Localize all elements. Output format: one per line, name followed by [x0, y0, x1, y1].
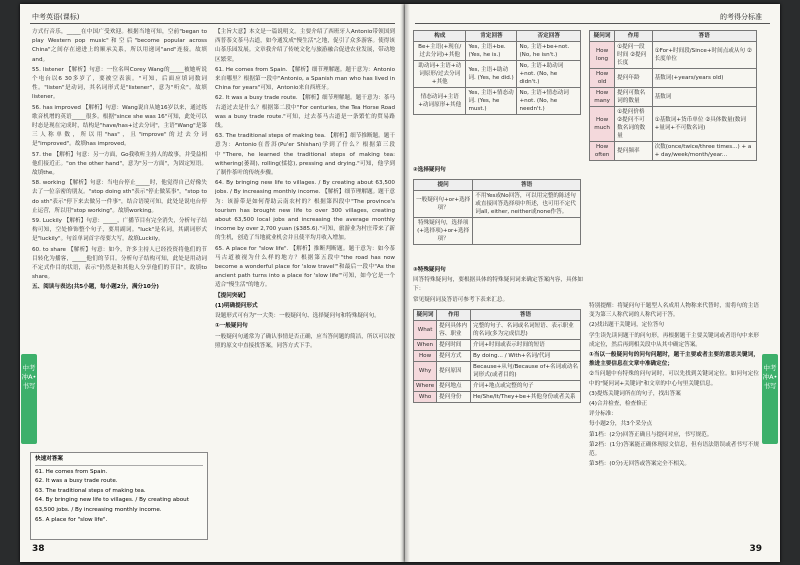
table-cell: 提问原因	[437, 362, 471, 381]
how-question-table	[589, 30, 757, 161]
table-cell: Be+主语(+现在/过去分词)+其他	[414, 42, 466, 61]
special-question-table	[413, 309, 581, 403]
table-cell: 提问时间	[437, 340, 471, 351]
table-cell: No, 主语+be+not. (No, he isn't.)	[517, 42, 581, 61]
table-cell: No, 主语+情态动词+not. (No, he needn't.)	[517, 88, 581, 115]
table-row	[414, 362, 581, 381]
text-paragraph: (2)找出题干关键词，定位答句	[589, 322, 665, 329]
table-cell: How long	[590, 42, 615, 69]
table-cell: He/She/It/They+be+其他身份或者关系	[471, 392, 581, 403]
text-paragraph: 60. to share 【解析】句意：如今，许多主持人已经投资将他们的节目转化为播客，_____他们的节目。分析句子结构可知，此处是用动词不定式作目的状语，表示"仍然是和其他人分享他们的节目"。故填to share。	[32, 246, 207, 281]
table-cell: What	[414, 321, 437, 340]
table-row	[414, 218, 581, 245]
table-cell: ①提问价格 ②提问不可数名词的数量	[615, 107, 652, 142]
table-cell: 提问地点	[437, 381, 471, 392]
table-row	[414, 321, 581, 340]
table-cell: ①提问一段时间 ②提问长度	[615, 42, 652, 69]
table-header-cell: 否定回答	[517, 31, 581, 42]
quick-answer-list	[35, 468, 203, 526]
quick-answer-box	[30, 452, 208, 540]
text-paragraph: 64. By bringing new life to villages. / By creating about 63,500 jobs. / By increasing monthly income. 【解析】细节理解题。题干意为：该游带是如何帮助云南农村的？根据第四段中"The province's tourism has brought new life to over 300 villages, creating about 63,500 local jobs and increasing the average monthly income by over 2,700 yuan ($385.6)."可知，旅游业为村庄带来了新的生机，创造了当地就业机会并且使平均月收入增加。	[215, 180, 395, 242]
answer-item: 63. The traditional steps of making tea.	[35, 487, 146, 494]
left-column-2	[215, 28, 395, 548]
left-header: 中考英语(课标)	[32, 13, 80, 21]
table-header-cell: 肯定回答	[466, 31, 517, 42]
table-row	[414, 392, 581, 403]
text-paragraph: ①一般疑问句	[215, 323, 248, 330]
table-cell: 助动词+主语+动词原形/过去分词+其他	[414, 61, 466, 88]
table-row	[414, 381, 581, 392]
table-cell: How often	[590, 142, 615, 161]
table-row	[590, 42, 757, 69]
side-tab-right: 中考冲A•书写	[762, 354, 778, 444]
general-question-table	[413, 30, 581, 115]
table-row	[590, 142, 757, 161]
table-cell: Yes, 主语+情态动词. (Yes, he must.)	[466, 88, 517, 115]
table-header-cell: 疑问词	[590, 31, 615, 42]
table-cell: How old	[590, 69, 615, 88]
text-paragraph: 57. the 【解析】句意：另一方面，Go我收听主持人的故事，并受益相他们接近正。"on the other hand"，意为"另一方面"，为固定短语。故填the。	[32, 151, 207, 177]
table-cell: 基数词(+years/years old)	[652, 69, 756, 88]
table-cell: How many	[590, 88, 615, 107]
text-paragraph: 59. Luckily 【解析】句意：_____，广播节目有完全消失，分析句子结构可知，空处修饰整个句子，要用副词。"luck"是名词，其副词形式是"luckily"。句首单词首字母要大写。故填Luckily。	[32, 218, 207, 243]
text-paragraph: 第3档：(0分)无回答或答案完全不相关。	[589, 461, 690, 468]
table-cell: 基数词	[652, 88, 756, 107]
table-cell: Why	[414, 362, 437, 381]
table-header-cell: 提问	[414, 180, 473, 191]
table-header-cell: 答语	[471, 310, 581, 321]
table-cell: 情态动词+主语+动词原形+其他	[414, 88, 466, 115]
table-header-cell: 答语	[652, 31, 756, 42]
text-paragraph: 56. has improved 【解析】句意：Wang说自从她16岁以来，通过练歌音机增的英语_____很多。根据"since she was 16"可知，此处可以时态是现在完成时，结构是"have/has+过去分词"，主语"Wang"是第三人称单数，所以用"has"，且"improve"的过去分词是"improved"。故填has improved。	[32, 104, 207, 148]
left-column-1	[32, 28, 207, 448]
table-cell: 提问可数名词的数量	[615, 88, 652, 107]
header-rule-right	[415, 23, 770, 24]
right-header: 的考得分标准	[720, 13, 762, 21]
right-page	[405, 4, 780, 562]
table-cell: 提问年龄	[615, 69, 652, 88]
table-header-cell: 作用	[615, 31, 652, 42]
answer-notes	[589, 302, 759, 552]
text-paragraph: 特别提醒：将疑问句干题型人名成用人物称来代替时，需将句的主语变为第三人称代词的人称代词干答。	[589, 303, 759, 319]
page-number-left: 38	[32, 544, 45, 554]
table-cell: Because+从句/Because of+名词或动名词形式(或者目的)	[471, 362, 581, 381]
table-cell: How much	[590, 107, 615, 142]
table-row	[590, 107, 757, 142]
text-paragraph: 设题形式可有为"一大类：一般疑问句、选择疑问句和特殊疑问句。	[215, 313, 380, 320]
text-paragraph: 方式行音乐，_____在中国广受欢迎。根据当地可知，空前"began to play Western pop music"和空后"become popular across China"之间存在递进上的顺承关系，所以用递词"and"连接。故填and。	[32, 29, 207, 63]
page-number-right: 39	[749, 544, 762, 554]
table-cell: 提问身份	[437, 392, 471, 403]
left-page	[20, 4, 405, 562]
table-cell: Where	[414, 381, 437, 392]
table-cell: 不用Yes或No回答，可以用完整的陈述句或直接回答选择项中所述，也可用不定代词all, either, neither或none作答。	[473, 191, 581, 218]
table-cell: 完整的句子、名词或名词短语、表示职业的名词(多为完成信思)	[471, 321, 581, 340]
table-row	[590, 88, 757, 107]
table-header-cell: 作用	[437, 310, 471, 321]
table-header-cell: 疑问词	[414, 310, 437, 321]
text-paragraph: 一般疑问句通常为了确认事情是否正确，应当答问题的简洁，所以可以按照的原文中直接找答案，同答方式下手。	[215, 333, 395, 349]
quick-answer-title: 快速对答案	[35, 455, 203, 466]
text-paragraph: 第2档：(1分)答案能正确体现原文信息，但有语法错误或者书写不规范。	[589, 441, 759, 458]
choice-question-title: ②选择疑问句	[413, 167, 446, 173]
table-cell: 介词+地点或完整的句子	[471, 381, 581, 392]
table-cell: When	[414, 340, 437, 351]
text-paragraph: 58. working 【解析】句意：当电台停止_____时，他觉得自己好像失去了一位亲密的朋友。"stop doing sth"表示"停止做某事"，"stop to do sth"表示"停下来去做另一件事"，结合语境可知，此处是说电台停止运营，所以用"stop working"。故填working。	[32, 180, 207, 214]
table-row	[414, 351, 581, 362]
text-paragraph: 评分标准：	[589, 411, 617, 418]
text-paragraph: ②当问题中有特殊的问句词时，可以先找到关键词定位。如问句定位中的"疑问词+关键词"和文章的中心句里关键信息。	[589, 371, 759, 387]
table-cell: ①基数词+货币单位 ②具体数量(数词+量词+不可数名词)	[652, 107, 756, 142]
table-cell: 次数(once/twice/three times...) + a + day/week/month/year...	[652, 142, 756, 161]
answer-item: 62. It was a busy trade route.	[35, 478, 118, 485]
table-row	[414, 61, 581, 88]
text-paragraph: 每小题2分，共3个采分点	[589, 421, 653, 428]
table-header-cell: 答语	[473, 180, 581, 191]
table-row	[414, 191, 581, 218]
table-cell: Yes, 主语+助动词. (Yes, he did.)	[466, 61, 517, 88]
text-paragraph: (4)合并检查，检查修正	[589, 401, 648, 408]
text-paragraph: ①当以一般疑问句的问句问题时，题干主要或者主要的意思关键词，推进主要信息在文章中准确定位；	[589, 352, 759, 368]
special-question-intro: ③特殊疑问句 回答特殊疑问句，要根据具体的特殊疑问词来确定答案内容，具体如下： 常见疑问词及答语可参考下表来汇总。	[413, 267, 583, 303]
text-paragraph: 【主旨大意】本文是一篇说明文。主要介绍了西班牙人Antonio带领国到西普茶文茶马古道，如今通发成"慢生活"之地，促引了众多游客。使得该山茶乐园发展。文章我介绍了传统文化与旅游融合促进农业发展，带动地区繁荣。	[215, 29, 395, 63]
table-row	[414, 42, 581, 61]
text-paragraph: 55. listener 【解析】句意：一位名叫Corey Wang的_____被她听说个电台以6 30多岁了，要被空表演。"可知，后面应填词数词性。"listen"是动词，其名词形式是"listener"，意为"听众"。故填listener。	[32, 66, 207, 101]
answer-item: 61. He comes from Spain.	[35, 468, 108, 475]
text-paragraph: 63. The traditional steps of making tea. 【解析】细节推断题。题干意为：Antonio在普洱(Pu'er Shishan)学到了什么？根据第三段中"There, he learned the traditional steps of making tea: withering(萎凋), rolling(揉捻), pressing and drying."可知，他学到了制作茶叶的传统步骤。	[215, 133, 395, 177]
text-paragraph: 61. He comes from Spain. 【解析】细节理解题。题干意为：Antonio来自哪里？根据第一段中"Antonio, a Spanish man who has lived in China for years"可知，Antonio来自西班牙。	[215, 66, 395, 92]
table-cell: No, 主语+助动词+not. (No, he didn't.)	[517, 61, 581, 88]
text-paragraph: 学生读先读问题干的问句形，再根据题干主要关键词或者语句中来形成定位，然后再到相关段中从其中确定答案。	[589, 332, 759, 348]
text-paragraph: (1)明确提问形式	[215, 302, 258, 309]
header-rule	[30, 23, 395, 24]
table-cell: Yes, 主语+be. (Yes, he is.)	[466, 42, 517, 61]
table-cell: How	[414, 351, 437, 362]
table-cell: 提问频率	[615, 142, 652, 161]
text-paragraph: 【提问突破】	[215, 292, 249, 299]
table-cell: 介词+时间或表示时间的短语	[471, 340, 581, 351]
text-paragraph: 第1档：(2分)回答正确且与提问对应，书写规范。	[589, 431, 713, 438]
text-paragraph: 65. A place for "slow life". 【解析】推断判断题。题干意为：如今茶马古道被视为什么样的地方？根据第五段中"the road has now become a wonderful place for 'slow travel'"和最后一段中"As the ancient path turns into a place for 'slow life'"可知，如今它是一个适合"慢生活"的地方。	[215, 245, 395, 289]
table-cell: 一般疑问句+or+选择项？	[414, 191, 473, 218]
table-row	[414, 340, 581, 351]
answer-item: 64. By bringing new life to villages. / By creating about 63,500 jobs. / By increasing monthly income.	[35, 497, 189, 513]
text-paragraph: 五、阅读与表达(共5小题，每小题2分，满分10分)	[32, 284, 159, 291]
table-cell	[473, 218, 581, 245]
book-gutter	[400, 4, 410, 562]
text-paragraph: (3)提炼关键词所在的句子，找出答案	[589, 390, 681, 397]
table-cell: By doing... / With+名词/代词	[471, 351, 581, 362]
table-cell: 提问具体内容、职业	[437, 321, 471, 340]
choice-question-table	[413, 179, 581, 245]
table-row	[590, 69, 757, 88]
table-header-cell: 构成	[414, 31, 466, 42]
table-cell: 提问方式	[437, 351, 471, 362]
table-cell: ①For+时间段/Since+时间点或从句 ②长度单位	[652, 42, 756, 69]
answer-item: 65. A place for "slow life".	[35, 516, 108, 523]
side-tab-left: 中考冲A•书写	[21, 354, 37, 444]
table-row	[414, 88, 581, 115]
text-paragraph: 62. It was a busy trade route. 【解析】细节理解题。题干意为：茶马古道过去是什么？根据第二段中"For centuries, the Tea Horse Road was a busy trade route."可知，过去茶马古道是一条繁忙的贸易路线。	[215, 95, 395, 130]
table-cell: 特殊疑问句，选择项(+选择项)+or+选择项？	[414, 218, 473, 245]
table-cell: Who	[414, 392, 437, 403]
